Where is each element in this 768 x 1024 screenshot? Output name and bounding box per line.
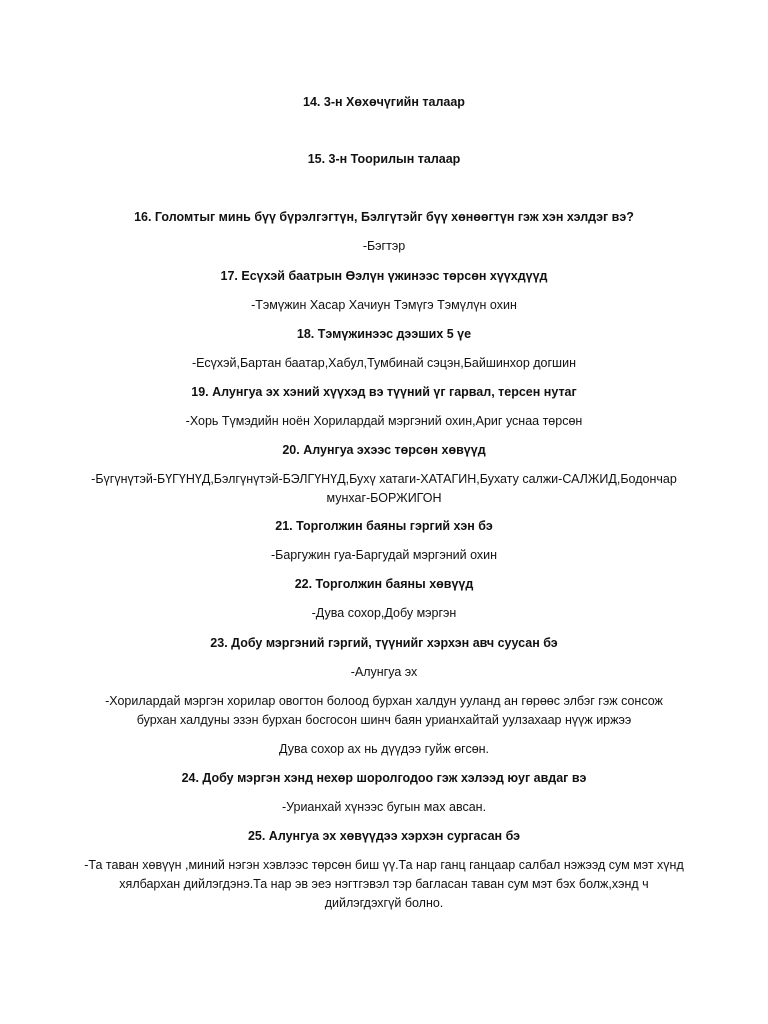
question-24: 24. Добу мэргэн хэнд нехөр шоролгодоо гэж хэлээд юуг авдаг вэ	[181, 771, 587, 785]
answer-19: -Хорь Түмэдийн ноён Хорилардай мэргэний охин,Ариг уснаа төрсөн	[185, 414, 583, 428]
answer-18: -Есүхэй,Бартан баатар,Хабул,Тумбинай сэцэн,Байшинхор догшин	[192, 356, 576, 370]
answer-17: -Тэмүжин Хасар Хачиун Тэмүгэ Тэмүлүн охин	[251, 298, 517, 312]
answer-16: -Бэгтэр	[362, 239, 406, 253]
question-20: 20. Алунгуа эхээс төрсөн хөвүүд	[282, 443, 486, 457]
answer-20: -Бүгүнүтэй-БҮГҮНҮД,Бэлгүнүтэй-БЭЛГҮНҮД,Бухү хатаги-ХАТАГИН,Бухату салжи-САЛЖИД,Бодончар мунхаг-БОРЖИГОН	[91, 472, 677, 505]
question-18: 18. Тэмүжинээс дээших 5 үе	[296, 327, 472, 341]
answer-23: -Алунгуа эх	[350, 665, 418, 679]
heading-14: 14. 3-н Хөхөчүгийн талаар	[303, 95, 465, 109]
answer-23-detail: -Хорилардай мэргэн хорилар овогтон болоод бурхан халдун ууланд ан гөрөөс элбэг гэж сонсож бурхан халдуны эзэн бурхан босгосон шинч баян урианхайтай уулзахаар нүүж иржээ	[105, 694, 663, 727]
answer-22: -Дува сохор,Добу мэргэн	[311, 606, 457, 620]
answer-24: -Урианхай хүнээс бугын мах авсан.	[281, 800, 487, 814]
answer-21: -Баргужин гуа-Баргудай мэргэний охин	[270, 548, 498, 562]
question-17: 17. Есүхэй баатрын Өэлүн үжинээс төрсөн хүүхдүүд	[220, 269, 548, 283]
question-25: 25. Алунгуа эх хөвүүдээ хэрхэн сургасан бэ	[247, 829, 521, 843]
answer-23-note: Дува сохор ах нь дүүдээ гуйж өгсөн.	[278, 742, 490, 756]
question-21: 21. Торголжин баяны гэргий хэн бэ	[275, 519, 493, 533]
answer-25: -Та таван хөвүүн ,миний нэгэн хэвлээс төрсөн биш үү.Та нар ганц ганцаар салбал нэжээд сум мэт хүнд хялбархан дийлэгдэнэ.Та нар эв эеэ нэгтгэвэл тэр багласан таван сум мэт бэх болж,хэнд ч дийлэгдэхгүй болно.	[84, 858, 684, 910]
question-22: 22. Торголжин баяны хөвүүд	[294, 577, 474, 591]
question-23: 23. Добу мэргэний гэргий, түүнийг хэрхэн авч суусан бэ	[210, 636, 558, 650]
heading-15: 15. 3-н Тоорилын талаар	[307, 152, 461, 166]
question-19: 19. Алунгуа эх хэний хүүхэд вэ түүний үг гарвал, тeрсен нутаг	[191, 385, 577, 399]
question-16: 16. Голомтыг минь бүү бүрэлгэгтүн, Бэлгүтэйг бүү хөнөөгтүн гэж хэн хэлдэг вэ?	[134, 210, 634, 224]
